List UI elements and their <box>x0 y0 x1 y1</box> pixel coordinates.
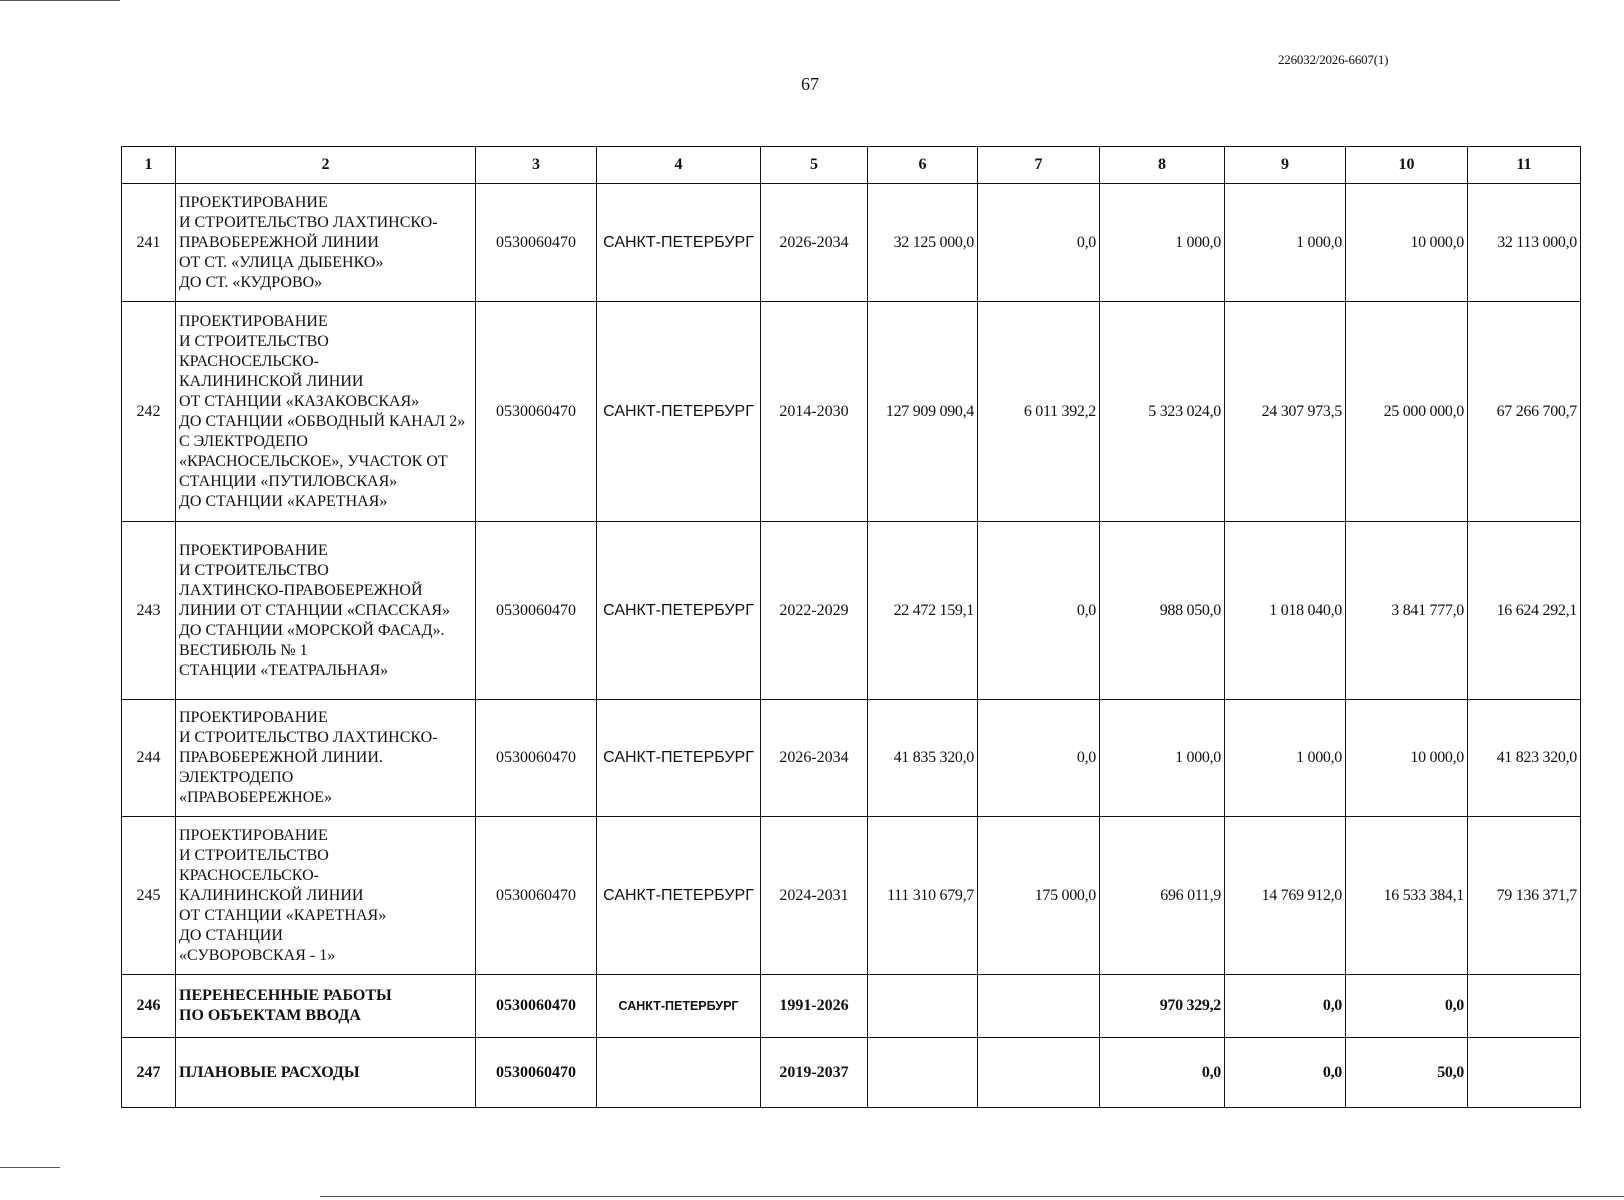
value-col10: 16 533 384,1 <box>1346 817 1468 975</box>
value-col6: 22 472 159,1 <box>868 522 978 700</box>
object-name: ПРОЕКТИРОВАНИЕ И СТРОИТЕЛЬСТВО ЛАХТИНСКО-ПРАВОБЕРЕЖНОЙ ЛИНИИ ОТ СТ. «УЛИЦА ДЫБЕНКО» ДО СТ. «КУДРОВО» <box>176 184 476 302</box>
column-header: 4 <box>597 147 761 184</box>
table-row <box>122 184 1581 302</box>
value-col9: 1 018 040,0 <box>1225 522 1346 700</box>
value-col7 <box>978 1038 1100 1108</box>
value-col6: 127 909 090,4 <box>868 302 978 522</box>
region: САНКТ-ПЕТЕРБУРГ <box>597 522 761 700</box>
value-col7: 6 011 392,2 <box>978 302 1100 522</box>
value-col8: 0,0 <box>1100 1038 1225 1108</box>
period: 2022-2029 <box>761 522 868 700</box>
value-col11: 67 266 700,7 <box>1468 302 1581 522</box>
value-col10: 10 000,0 <box>1346 700 1468 817</box>
value-col11: 16 624 292,1 <box>1468 522 1581 700</box>
table-row <box>122 975 1581 1038</box>
value-col8: 970 329,2 <box>1100 975 1225 1038</box>
table-row <box>122 817 1581 975</box>
value-col10: 0,0 <box>1346 975 1468 1038</box>
object-name: ПЛАНОВЫЕ РАСХОДЫ <box>176 1038 476 1108</box>
value-col6 <box>868 1038 978 1108</box>
value-col10: 3 841 777,0 <box>1346 522 1468 700</box>
region: САНКТ-ПЕТЕРБУРГ <box>597 700 761 817</box>
region <box>597 1038 761 1108</box>
value-col10: 50,0 <box>1346 1038 1468 1108</box>
column-header: 10 <box>1346 147 1468 184</box>
value-col8: 5 323 024,0 <box>1100 302 1225 522</box>
object-name: ПРОЕКТИРОВАНИЕ И СТРОИТЕЛЬСТВО КРАСНОСЕЛЬСКО- КАЛИНИНСКОЙ ЛИНИИ ОТ СТАНЦИИ «КАЗАКОВСКАЯ» ДО СТАНЦИИ «ОБВОДНЫЙ КАНАЛ 2» С ЭЛЕКТРОДЕПО «КРАСНОСЕЛЬСКОЕ», УЧАСТОК ОТ СТАНЦИИ «ПУТИЛОВСКАЯ» ДО СТАНЦИИ «КАРЕТНАЯ» <box>176 302 476 522</box>
value-col8: 696 011,9 <box>1100 817 1225 975</box>
period: 2019-2037 <box>761 1038 868 1108</box>
row-number: 241 <box>122 184 176 302</box>
row-number: 243 <box>122 522 176 700</box>
data-table <box>121 146 1581 1108</box>
row-number: 245 <box>122 817 176 975</box>
row-number: 242 <box>122 302 176 522</box>
row-number: 246 <box>122 975 176 1038</box>
budget-code: 0530060470 <box>476 1038 597 1108</box>
value-col10: 10 000,0 <box>1346 184 1468 302</box>
column-header: 9 <box>1225 147 1346 184</box>
column-header: 2 <box>176 147 476 184</box>
budget-code: 0530060470 <box>476 700 597 817</box>
document-id: 226032/2026-6607(1) <box>1278 52 1389 67</box>
object-name: ПРОЕКТИРОВАНИЕ И СТРОИТЕЛЬСТВО ЛАХТИНСКО-ПРАВОБЕРЕЖНОЙ ЛИНИИ. ЭЛЕКТРОДЕПО «ПРАВОБЕРЕЖНОЕ» <box>176 700 476 817</box>
value-col6: 111 310 679,7 <box>868 817 978 975</box>
value-col11: 41 823 320,0 <box>1468 700 1581 817</box>
value-col7: 0,0 <box>978 700 1100 817</box>
column-header: 8 <box>1100 147 1225 184</box>
row-number: 247 <box>122 1038 176 1108</box>
value-col7 <box>978 975 1100 1038</box>
value-col7: 0,0 <box>978 184 1100 302</box>
value-col11 <box>1468 1038 1581 1108</box>
object-name: ПЕРЕНЕСЕННЫЕ РАБОТЫ ПО ОБЪЕКТАМ ВВОДА <box>176 975 476 1038</box>
value-col11: 32 113 000,0 <box>1468 184 1581 302</box>
value-col9: 0,0 <box>1225 975 1346 1038</box>
column-header: 5 <box>761 147 868 184</box>
value-col6: 41 835 320,0 <box>868 700 978 817</box>
column-header: 11 <box>1468 147 1581 184</box>
object-name: ПРОЕКТИРОВАНИЕ И СТРОИТЕЛЬСТВО ЛАХТИНСКО-ПРАВОБЕРЕЖНОЙ ЛИНИИ ОТ СТАНЦИИ «СПАССКАЯ» ДО СТАНЦИИ «МОРСКОЙ ФАСАД». ВЕСТИБЮЛЬ № 1 СТАНЦИИ «ТЕАТРАЛЬНАЯ» <box>176 522 476 700</box>
value-col11 <box>1468 975 1581 1038</box>
period: 2014-2030 <box>761 302 868 522</box>
region: САНКТ-ПЕТЕРБУРГ <box>597 817 761 975</box>
budget-code: 0530060470 <box>476 975 597 1038</box>
region: САНКТ-ПЕТЕРБУРГ <box>597 975 761 1038</box>
period: 2026-2034 <box>761 700 868 817</box>
period: 2026-2034 <box>761 184 868 302</box>
row-number: 244 <box>122 700 176 817</box>
period: 1991-2026 <box>761 975 868 1038</box>
value-col7: 0,0 <box>978 522 1100 700</box>
table-row <box>122 522 1581 700</box>
value-col7: 175 000,0 <box>978 817 1100 975</box>
page-number: 67 <box>801 74 819 94</box>
budget-code: 0530060470 <box>476 522 597 700</box>
value-col8: 1 000,0 <box>1100 700 1225 817</box>
value-col9: 1 000,0 <box>1225 184 1346 302</box>
region: САНКТ-ПЕТЕРБУРГ <box>597 302 761 522</box>
value-col8: 1 000,0 <box>1100 184 1225 302</box>
value-col8: 988 050,0 <box>1100 522 1225 700</box>
region: САНКТ-ПЕТЕРБУРГ <box>597 184 761 302</box>
column-header: 3 <box>476 147 597 184</box>
budget-code: 0530060470 <box>476 302 597 522</box>
table-row <box>122 1038 1581 1108</box>
table-row <box>122 700 1581 817</box>
value-col6 <box>868 975 978 1038</box>
value-col9: 24 307 973,5 <box>1225 302 1346 522</box>
value-col9: 14 769 912,0 <box>1225 817 1346 975</box>
object-name: ПРОЕКТИРОВАНИЕ И СТРОИТЕЛЬСТВО КРАСНОСЕЛЬСКО- КАЛИНИНСКОЙ ЛИНИИ ОТ СТАНЦИИ «КАРЕТНАЯ» ДО СТАНЦИИ «СУВОРОВСКАЯ - 1» <box>176 817 476 975</box>
header-row <box>122 147 1581 184</box>
table-row <box>122 302 1581 522</box>
value-col6: 32 125 000,0 <box>868 184 978 302</box>
value-col10: 25 000 000,0 <box>1346 302 1468 522</box>
budget-code: 0530060470 <box>476 184 597 302</box>
column-header: 1 <box>122 147 176 184</box>
value-col9: 0,0 <box>1225 1038 1346 1108</box>
budget-code: 0530060470 <box>476 817 597 975</box>
column-header: 7 <box>978 147 1100 184</box>
period: 2024-2031 <box>761 817 868 975</box>
value-col11: 79 136 371,7 <box>1468 817 1581 975</box>
column-header: 6 <box>868 147 978 184</box>
value-col9: 1 000,0 <box>1225 700 1346 817</box>
